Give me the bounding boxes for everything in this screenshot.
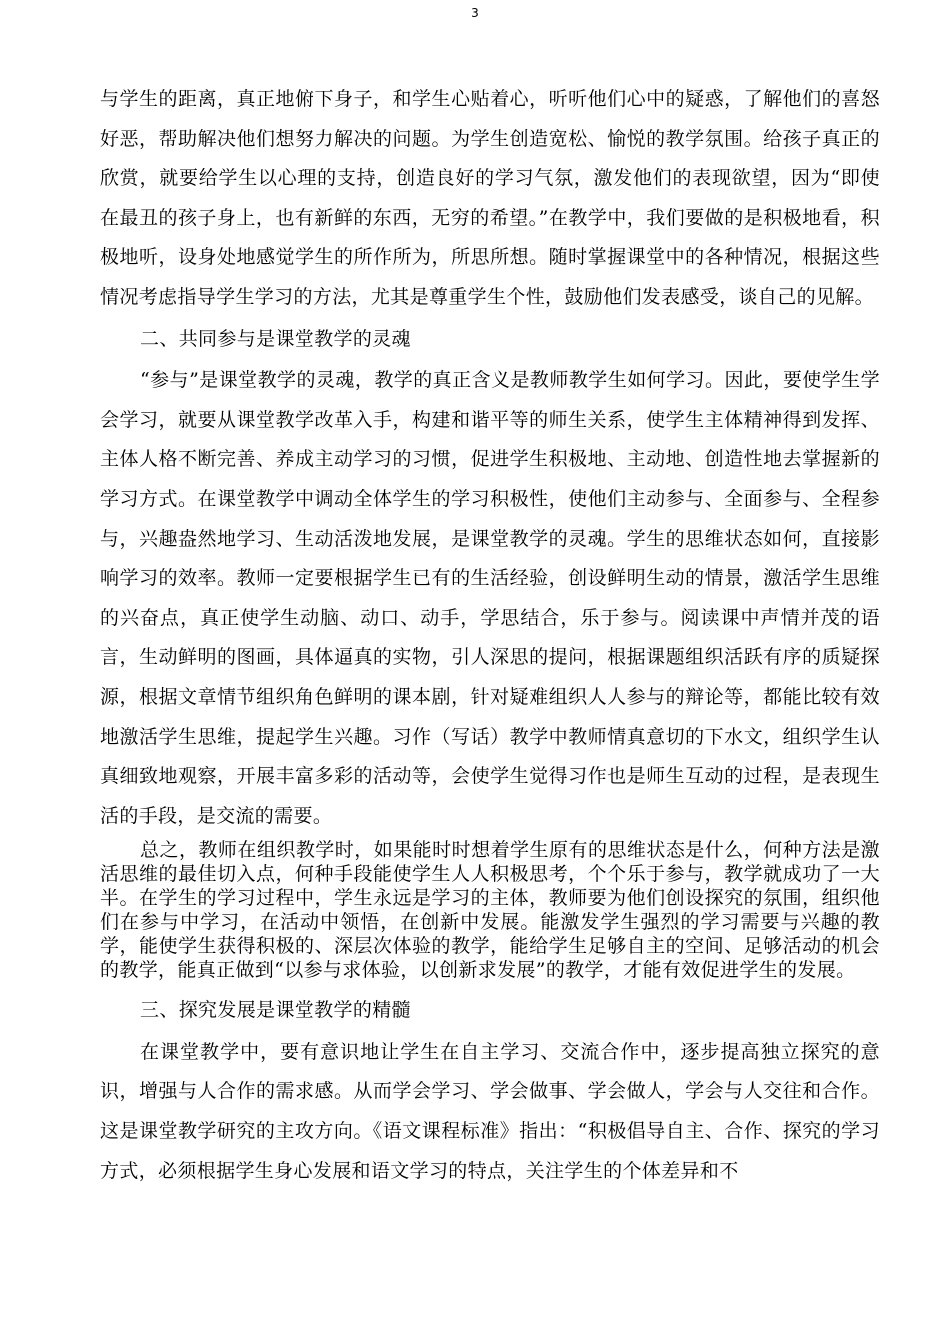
paragraph-summary: 总之，教师在组织教学时，如果能时时想着学生原有的思维状态是什么，何种方法是激活思维的最佳切入点，何种手段能使学生人人积极思考，个个乐于参与，教学就成功了一大半。在学生的学习过程中，学生永远是学习的主体，教师要为他们创设探究的氛围，组织他们在参与中学习，在活动中领悟，在创新中发展。能激发学生强烈的学习需要与兴趣的教学，能使学生获得积极的、深层次体验的教学，能给学生足够自主的空间、足够活动的机会的教学，能真正做到“以参与求体验，以创新求发展”的教学，才能有效促进学生的发展。 — [100, 839, 880, 982]
section-heading-2: 二、共同参与是课堂教学的灵魂 — [140, 327, 411, 350]
paragraph-participation: “参与”是课堂教学的灵魂，教学的真正含义是教师教学生如何学习。因此，要使学生学会学习，就要从课堂教学改革入手，构建和谐平等的师生关系，使学生主体精神得到发挥、主体人格不断完善、养成主动学习的习惯，促进学生积极地、主动地、创造性地去掌握新的学习方式。在课堂教学中调动全体学生的学习积极性，使他们主动参与、全面参与、全程参与，兴趣盎然地学习、生动活泼地发展，是课堂教学的灵魂。学生的思维状态如何，直接影响学习的效率。教师一定要根据学生已有的生活经验，创设鲜明生动的情景，激活学生思维的兴奋点，真正使学生动脑、动口、动手，学思结合，乐于参与。阅读课中声情并茂的语言，生动鲜明的图画，具体逼真的实物，引人深思的提问，根据课题组织活跃有序的质疑探源，根据文章情节组织角色鲜明的课本剧，针对疑难组织人人参与的辩论等，都能比较有效地激活学生思维，提起学生兴趣。习作（写话）教学中教师情真意切的下水文，组织学生认真细致地观察，开展丰富多彩的活动等，会使学生觉得习作也是师生互动的过程，是表现生活的手段，是交流的需要。 — [100, 369, 880, 827]
document-body — [100, 80, 880, 1191]
paragraph-continuation: 与学生的距离，真正地俯下身子，和学生心贴着心，听听他们心中的疑惑，了解他们的喜怒好恶，帮助解决他们想努力解决的问题。为学生创造宽松、愉悦的教学氛围。给孩子真正的欣赏，就要给学生以心理的支持，创造良好的学习气氛，激发他们的表现欲望，因为“即使在最丑的孩子身上，也有新鲜的东西，无穷的希望。”在教学中，我们要做的是积极地看，积极地听，设身处地感觉学生的所作所为，所思所想。随时掌握课堂中的各种情况，根据这些情况考虑指导学生学习的方法，尤其是尊重学生个性，鼓励他们发表感受，谈自己的见解。 — [100, 88, 880, 308]
section-heading-3: 三、探究发展是课堂教学的精髓 — [140, 999, 411, 1022]
page-number: 3 — [471, 6, 479, 20]
paragraph-exploration: 在课堂教学中，要有意识地让学生在自主学习、交流合作中，逐步提高独立探究的意识，增强与人合作的需求感。从而学会学习、学会做事、学会做人，学会与人交往和合作。这是课堂教学研究的主攻方向。《语文课程标准》指出：“积极倡导自主、合作、探究的学习方式，必须根据学生身心发展和语文学习的特点，关注学生的个体差异和不 — [100, 1040, 880, 1182]
